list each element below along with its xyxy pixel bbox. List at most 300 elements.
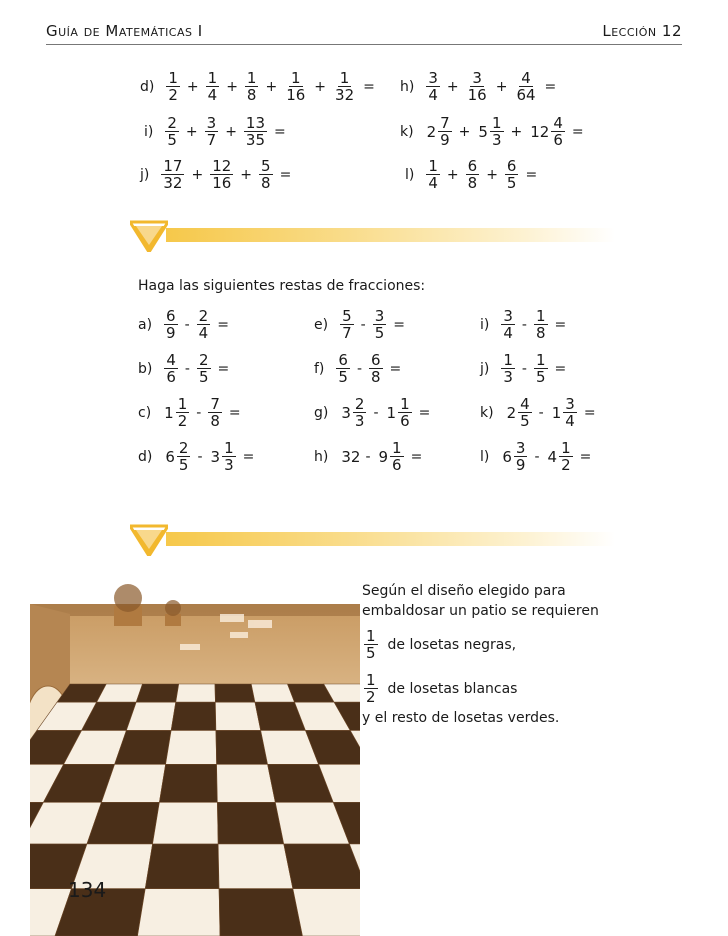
whole-number: 9 <box>378 447 389 466</box>
minus-operator: - <box>373 404 379 421</box>
minus-operator: - <box>356 360 362 377</box>
whole-number: 1 <box>551 403 562 422</box>
numerator: 6 <box>467 157 478 175</box>
sum-exercise-l <box>405 158 542 191</box>
fraction-term <box>208 158 235 191</box>
numerator: 6 <box>506 157 517 175</box>
story-line-1: Según el diseño elegido para <box>362 583 566 599</box>
numerator: 1 <box>339 69 350 87</box>
denominator: 4 <box>207 86 218 104</box>
fraction-term <box>203 115 221 148</box>
fraction-term <box>545 440 575 473</box>
black-tiles-fraction <box>364 628 378 661</box>
fraction-term <box>282 70 309 103</box>
subtraction-exercise <box>138 440 259 473</box>
equals-sign: = <box>418 404 431 421</box>
black-tiles-numerator: 1 <box>366 627 376 645</box>
whole-number: 3 <box>210 447 221 466</box>
exercise-label: g) <box>314 404 329 421</box>
header-right-text: Lección 12 <box>602 22 682 40</box>
subtraction-exercise <box>314 308 410 341</box>
denominator: 16 <box>212 174 232 192</box>
exercise-label: i) <box>144 123 154 140</box>
denominator: 8 <box>371 368 381 386</box>
denominator: 9 <box>440 131 450 149</box>
numerator: 7 <box>210 395 220 413</box>
equals-sign: = <box>554 360 567 377</box>
sum-exercise-k <box>400 115 589 148</box>
fraction-term <box>162 440 192 473</box>
denominator: 6 <box>166 368 176 386</box>
numerator: 2 <box>198 351 209 369</box>
numerator: 1 <box>392 439 402 457</box>
fraction-term <box>532 352 550 385</box>
numerator: 1 <box>535 351 546 369</box>
fraction <box>369 352 383 385</box>
denominator: 35 <box>245 131 266 149</box>
fraction <box>166 70 180 103</box>
minus-operator: - <box>197 448 203 465</box>
floor-tile <box>176 684 216 702</box>
equals-sign: = <box>389 360 402 377</box>
floor-tile <box>217 764 276 802</box>
denominator: 16 <box>286 86 306 104</box>
exercise-label: b) <box>138 360 153 377</box>
fraction <box>245 70 259 103</box>
minus-operator: - <box>184 316 190 333</box>
fraction-term <box>367 352 385 385</box>
numerator: 1 <box>177 395 188 413</box>
denominator: 5 <box>167 131 177 149</box>
floor-tile <box>219 889 302 936</box>
numerator: 6 <box>371 351 381 369</box>
equals-sign: = <box>410 448 423 465</box>
fraction-term <box>424 70 442 103</box>
sum-exercise-d <box>140 70 380 103</box>
subtraction-exercise <box>314 440 427 473</box>
fraction <box>333 70 356 103</box>
fraction-term <box>464 158 482 191</box>
fraction <box>210 158 233 191</box>
numerator: 1 <box>428 157 438 175</box>
fraction <box>390 440 404 473</box>
floor-tile <box>284 844 360 889</box>
fraction-term <box>499 352 517 385</box>
plus-operator: + <box>446 78 459 95</box>
fraction <box>222 440 236 473</box>
numerator: 4 <box>521 69 531 87</box>
fraction-term <box>243 70 261 103</box>
sum-exercise-j <box>140 158 296 191</box>
fraction <box>164 352 178 385</box>
numerator: 6 <box>338 351 348 369</box>
plus-operator: + <box>314 78 327 95</box>
plus-operator: + <box>225 123 237 140</box>
exercise-label: l) <box>405 166 415 183</box>
equals-sign: = <box>363 78 375 95</box>
denominator: 7 <box>206 131 217 149</box>
denominator: 5 <box>338 368 348 386</box>
exercise-label: j) <box>480 360 490 377</box>
fraction <box>177 440 191 473</box>
numerator: 3 <box>472 69 482 87</box>
floor-tile <box>166 730 217 764</box>
denominator: 4 <box>198 324 209 342</box>
exercise-label: c) <box>138 404 152 421</box>
whole-number: 12 <box>530 122 550 141</box>
fraction <box>559 440 573 473</box>
fraction-term <box>204 70 222 103</box>
fraction <box>426 158 440 191</box>
numerator: 2 <box>167 114 177 132</box>
whole-number: 4 <box>547 447 558 466</box>
denominator: 9 <box>166 324 176 342</box>
denominator: 8 <box>467 174 478 192</box>
denominator: 3 <box>224 456 234 474</box>
whole-number: 2 <box>426 122 437 141</box>
white-tiles-numerator: 1 <box>366 671 376 689</box>
denominator: 3 <box>491 131 502 149</box>
fraction <box>284 70 307 103</box>
subtraction-exercise <box>480 352 571 385</box>
denominator: 2 <box>168 86 178 104</box>
exercise-label: j) <box>140 166 150 183</box>
subtraction-exercise <box>138 396 246 429</box>
fraction <box>490 115 504 148</box>
floor-tile <box>251 684 294 702</box>
denominator: 3 <box>354 412 365 430</box>
sum-exercise-i <box>144 115 291 148</box>
numerator: 3 <box>565 395 575 413</box>
whole-number: 1 <box>386 403 397 422</box>
fraction <box>398 396 412 429</box>
fraction <box>205 115 219 148</box>
equals-sign: = <box>217 316 229 333</box>
fraction-term <box>504 396 534 429</box>
fraction-term <box>499 308 517 341</box>
whole-number: 6 <box>502 447 512 466</box>
fraction <box>466 70 489 103</box>
story-line-2: embaldosar un patio se requieren <box>362 603 599 619</box>
fraction-term <box>424 158 442 191</box>
section-band-1 <box>130 218 615 252</box>
numerator: 3 <box>206 114 217 132</box>
fraction <box>501 308 515 341</box>
numerator: 7 <box>440 114 450 132</box>
floor-tile <box>145 844 219 889</box>
exercise-label: d) <box>140 78 155 95</box>
denominator: 6 <box>400 412 410 430</box>
fraction <box>197 308 211 341</box>
whole-number: 1 <box>164 403 174 422</box>
fraction <box>259 158 273 191</box>
whole-number: 3 <box>341 403 351 422</box>
fraction <box>505 158 519 191</box>
fraction-term <box>206 396 224 429</box>
numerator: 2 <box>354 395 365 413</box>
denominator: 5 <box>178 456 189 474</box>
equals-sign: = <box>242 448 255 465</box>
white-tiles-denominator: 2 <box>366 688 376 706</box>
subtraction-exercise <box>314 396 435 429</box>
numerator: 1 <box>207 69 218 87</box>
minus-operator: - <box>365 448 371 465</box>
fraction <box>165 115 179 148</box>
floor-tile <box>218 844 293 889</box>
fraction-term <box>163 115 181 148</box>
fraction-term <box>464 70 491 103</box>
denominator: 2 <box>561 456 571 474</box>
equals-sign: = <box>579 448 592 465</box>
story-white-tiles <box>362 672 517 705</box>
numerator: 1 <box>246 69 257 87</box>
fraction-term <box>512 70 539 103</box>
numerator: 1 <box>491 114 502 132</box>
subtraction-exercise <box>138 308 234 341</box>
header-lesson-title <box>602 22 682 40</box>
denominator: 6 <box>392 456 402 474</box>
equals-sign: = <box>554 316 567 333</box>
denominator: 5 <box>506 174 517 192</box>
minus-operator: - <box>196 404 202 421</box>
fraction-term <box>334 352 352 385</box>
minus-operator: - <box>538 404 544 421</box>
denominator: 4 <box>503 324 513 342</box>
fraction <box>176 396 190 429</box>
minus-operator: - <box>521 316 527 333</box>
fraction <box>164 308 178 341</box>
equals-sign: = <box>217 360 230 377</box>
equals-sign: = <box>279 166 292 183</box>
fraction <box>340 308 354 341</box>
equals-sign: = <box>274 123 286 140</box>
numerator: 17 <box>163 157 183 175</box>
denominator: 7 <box>342 324 352 342</box>
floor-tile <box>153 802 219 844</box>
numerator: 4 <box>166 351 176 369</box>
exercise-label: k) <box>480 404 494 421</box>
whole-number: 5 <box>478 122 488 141</box>
fraction <box>534 352 548 385</box>
floor-tile <box>136 684 179 702</box>
exercise-label: h) <box>314 448 329 465</box>
subtraction-exercise <box>480 308 571 341</box>
floor-tile <box>159 764 217 802</box>
fraction-term <box>503 158 521 191</box>
fraction-term <box>242 115 269 148</box>
numerator: 3 <box>374 307 385 325</box>
denominator: 16 <box>467 86 487 104</box>
fraction <box>208 396 222 429</box>
fraction-term <box>549 396 579 429</box>
equals-sign: = <box>583 404 596 421</box>
exercise-label: i) <box>480 316 490 333</box>
plus-operator: + <box>186 78 199 95</box>
plus-operator: + <box>486 166 498 183</box>
denominator: 6 <box>553 131 563 149</box>
fraction-term <box>532 308 550 341</box>
fraction <box>206 70 220 103</box>
section-band-bar <box>166 532 615 546</box>
fraction-term <box>475 115 505 148</box>
floor-tile <box>217 802 283 844</box>
story-black-tiles <box>362 628 516 661</box>
plus-operator: + <box>495 78 508 95</box>
numerator: 2 <box>178 439 189 457</box>
equals-sign: = <box>228 404 241 421</box>
denominator: 5 <box>198 368 209 386</box>
fraction-term <box>338 396 368 429</box>
numerator: 1 <box>535 307 546 325</box>
fraction-term <box>371 308 389 341</box>
header-guide-title <box>46 22 203 40</box>
fraction-term <box>195 308 213 341</box>
fraction <box>563 396 577 429</box>
minus-operator: - <box>184 360 190 377</box>
numerator: 1 <box>503 351 513 369</box>
fraction <box>534 308 548 341</box>
denominator: 2 <box>177 412 188 430</box>
denominator: 5 <box>374 324 385 342</box>
numerator: 5 <box>261 157 271 175</box>
exercise-label: e) <box>314 316 329 333</box>
denominator: 32 <box>335 86 355 104</box>
fraction <box>518 396 532 429</box>
triangle-marker-icon <box>130 218 168 252</box>
equals-sign: = <box>571 123 584 140</box>
fraction <box>353 396 367 429</box>
floor-tile <box>138 889 221 936</box>
exercise-label: d) <box>138 448 153 465</box>
plus-operator: + <box>446 166 459 183</box>
plus-operator: + <box>510 123 523 140</box>
black-tiles-denominator: 5 <box>366 644 376 662</box>
fraction <box>514 440 528 473</box>
fraction-term <box>164 70 182 103</box>
exercise-label: a) <box>138 316 153 333</box>
fraction <box>501 352 515 385</box>
black-tiles-text: de losetas negras, <box>387 636 517 653</box>
fraction <box>514 70 537 103</box>
section-band-bar <box>166 228 615 242</box>
numerator: 1 <box>400 395 410 413</box>
whole-number: 2 <box>506 403 517 422</box>
white-tiles-fraction <box>364 672 378 705</box>
denominator: 3 <box>503 368 513 386</box>
minus-operator: - <box>521 360 527 377</box>
numerator: 1 <box>168 69 178 87</box>
fraction <box>161 158 184 191</box>
denominator: 64 <box>516 86 536 104</box>
numerator: 1 <box>561 439 571 457</box>
numerator: 6 <box>166 307 176 325</box>
fraction <box>197 352 211 385</box>
fraction-term <box>161 396 191 429</box>
denominator: 5 <box>520 412 530 430</box>
fraction <box>466 158 480 191</box>
fraction-term <box>208 440 238 473</box>
numerator: 3 <box>428 69 438 87</box>
fraction-term <box>424 115 454 148</box>
numerator: 4 <box>553 114 563 132</box>
fraction-term <box>376 440 406 473</box>
minus-operator: - <box>360 316 366 333</box>
floor-tile <box>215 684 255 702</box>
fraction <box>244 115 267 148</box>
plus-operator: + <box>265 78 278 95</box>
fraction <box>438 115 452 148</box>
fraction <box>373 308 387 341</box>
denominator: 8 <box>210 412 220 430</box>
fraction-term <box>527 115 567 148</box>
denominator: 4 <box>428 174 438 192</box>
numerator: 3 <box>515 439 526 457</box>
fraction <box>336 352 350 385</box>
denominator: 32 <box>163 174 183 192</box>
sum-exercise-h <box>400 70 561 103</box>
fraction <box>426 70 440 103</box>
numerator: 1 <box>224 439 234 457</box>
white-tiles-text: de losetas blancas <box>387 680 518 697</box>
numerator: 4 <box>520 395 530 413</box>
equals-sign: = <box>393 316 405 333</box>
header-rule <box>46 44 682 45</box>
subtraction-exercise <box>480 440 596 473</box>
header-left-text: Guía de Matemáticas I <box>46 22 203 40</box>
denominator: 4 <box>565 412 575 430</box>
denominator: 5 <box>535 368 546 386</box>
whole-number: 32 <box>341 447 361 466</box>
denominator: 8 <box>535 324 546 342</box>
numerator: 5 <box>342 307 352 325</box>
whole-number: 6 <box>165 447 175 466</box>
equals-sign: = <box>544 78 557 95</box>
plus-operator: + <box>185 123 198 140</box>
denominator: 8 <box>261 174 271 192</box>
fraction-term <box>384 396 414 429</box>
fraction-term <box>331 70 358 103</box>
page-number: 134 <box>68 878 107 902</box>
numerator: 1 <box>290 69 301 87</box>
fraction-term <box>338 308 356 341</box>
fraction-term <box>159 158 186 191</box>
triangle-marker-icon <box>130 522 168 556</box>
fraction-term <box>338 448 360 466</box>
fraction-term <box>195 352 213 385</box>
fraction-term <box>499 440 529 473</box>
denominator: 9 <box>515 456 526 474</box>
equals-sign: = <box>525 166 538 183</box>
exercise-label: f) <box>314 360 325 377</box>
numerator: 2 <box>198 307 209 325</box>
subtraction-instruction: Haga las siguientes restas de fracciones: <box>138 278 426 294</box>
floor-tile <box>171 702 216 730</box>
fraction-term <box>162 308 180 341</box>
fraction-term <box>257 158 275 191</box>
floor-tile <box>293 889 360 936</box>
denominator: 8 <box>246 86 257 104</box>
section-band-2 <box>130 522 615 556</box>
fraction-term <box>162 352 180 385</box>
exercise-label: k) <box>400 123 414 140</box>
denominator: 4 <box>428 86 438 104</box>
numerator: 3 <box>503 307 513 325</box>
floor-tile <box>216 730 268 764</box>
subtraction-exercise <box>314 352 406 385</box>
subtraction-exercise <box>138 352 234 385</box>
exercise-label: h) <box>400 78 415 95</box>
plus-operator: + <box>191 166 204 183</box>
